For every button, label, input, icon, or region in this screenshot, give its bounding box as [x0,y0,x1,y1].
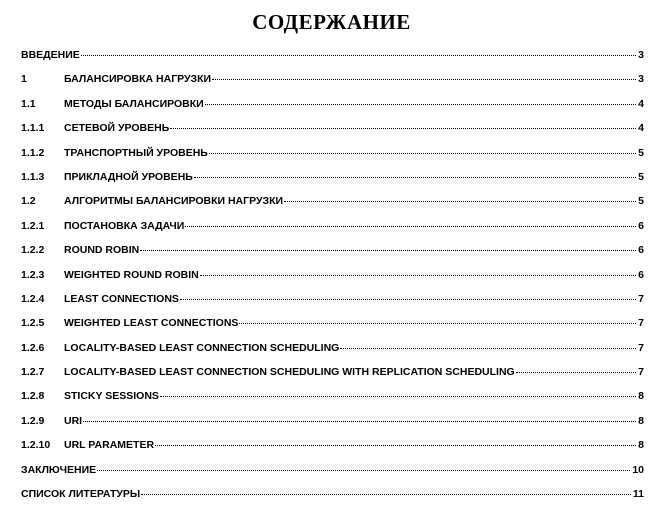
toc-entry-title: СПИСОК ЛИТЕРАТУРЫ [21,488,141,501]
toc-dot-leader [340,348,636,349]
toc-entry[interactable] [21,311,644,335]
toc-entry-number: 1.2.1 [21,219,45,232]
toc-entry-number: 1.2.3 [21,268,45,281]
toc-entry-page-number: 6 [638,268,644,281]
toc-entry-number: 1.1.3 [21,170,45,183]
toc-entry-page-number: 6 [638,244,644,257]
toc-entry-number: 1.2.6 [21,341,45,354]
toc-entry-title: ЗАКЛЮЧЕНИЕ [21,463,97,476]
toc-entry-title: БАЛАНСИРОВКА НАГРУЗКИ [64,73,212,86]
toc-entry-title: АЛГОРИТМЫ БАЛАНСИРОВКИ НАГРУЗКИ [64,195,284,208]
toc-entry[interactable] [21,43,644,67]
toc-dot-leader [194,177,636,178]
toc-entry[interactable] [21,287,644,311]
toc-entry-title: WEIGHTED LEAST CONNECTIONS [64,317,239,330]
table-of-contents [21,43,644,506]
toc-entry-number: 1.1 [21,97,36,110]
toc-dot-leader [97,470,630,471]
toc-entry-title: МЕТОДЫ БАЛАНСИРОВКИ [64,97,204,110]
toc-entry[interactable] [21,189,644,213]
toc-entry-page-number: 3 [638,73,644,86]
toc-entry-page-number: 11 [632,488,644,501]
toc-entry[interactable] [21,360,644,384]
toc-entry-page-number: 8 [638,439,644,452]
toc-entry-number: 1.2 [21,195,36,208]
toc-entry-number: 1.2.9 [21,414,45,427]
toc-entry-title: ПОСТАНОВКА ЗАДАЧИ [64,219,185,232]
toc-entry[interactable] [21,141,644,165]
toc-entry-number: 1.2.8 [21,390,45,403]
toc-entry[interactable] [21,67,644,91]
toc-entry[interactable] [21,263,644,287]
toc-entry-page-number: 3 [638,49,644,61]
toc-dot-leader [170,128,636,129]
toc-entry-number: 1.2.10 [21,439,51,452]
toc-dot-leader [180,299,636,300]
toc-entry[interactable] [21,384,644,408]
toc-entry-title: URI [64,414,83,427]
toc-entry-number: 1.2.7 [21,366,45,379]
toc-dot-leader [209,153,636,154]
toc-entry-title: ТРАНСПОРТНЫЙ УРОВЕНЬ [64,146,208,159]
toc-entry[interactable] [21,409,644,433]
toc-dot-leader [212,79,636,80]
toc-entry-title: ПРИКЛАДНОЙ УРОВЕНЬ [64,170,193,183]
toc-dot-leader [141,494,631,495]
toc-dot-leader [83,421,636,422]
toc-entry-page-number: 6 [638,219,644,232]
toc-entry-title: LEAST CONNECTIONS [64,292,179,305]
toc-entry-page-number: 7 [638,292,644,305]
toc-dot-leader [284,201,636,202]
toc-entry-number: 1.1.1 [21,122,45,135]
toc-entry-number: 1.2.2 [21,244,45,257]
toc-entry-page-number: 5 [638,170,644,183]
toc-entry-page-number: 10 [632,463,644,476]
toc-entry-number: 1 [21,73,27,86]
toc-entry-page-number: 4 [638,97,644,110]
toc-entry-number: 1.2.5 [21,317,45,330]
toc-dot-leader [185,226,636,227]
toc-entry-page-number: 7 [638,341,644,354]
toc-dot-leader [155,445,636,446]
toc-entry[interactable] [21,214,644,238]
toc-entry-title: WEIGHTED ROUND ROBIN [64,268,199,281]
toc-dot-leader [239,323,636,324]
toc-dot-leader [200,275,636,276]
toc-dot-leader [81,55,636,56]
toc-entry-title: СЕТЕВОЙ УРОВЕНЬ [64,122,170,135]
toc-entry[interactable] [21,336,644,360]
toc-entry[interactable] [21,433,644,457]
toc-entry-number: 1.1.2 [21,146,45,159]
toc-entry-page-number: 8 [638,390,644,403]
toc-dot-leader [160,396,636,397]
page-title: СОДЕРЖАНИЕ [252,10,411,34]
toc-entry[interactable] [21,92,644,116]
toc-entry[interactable] [21,482,644,506]
toc-entry-title: STICKY SESSIONS [64,390,159,403]
toc-entry-number: 1.2.4 [21,292,45,305]
toc-entry-page-number: 4 [638,122,644,135]
toc-entry[interactable] [21,116,644,140]
toc-entry-title: LOCALITY-BASED LEAST CONNECTION SCHEDULING [64,341,340,354]
toc-entry[interactable] [21,458,644,482]
toc-entry-page-number: 5 [638,195,644,208]
toc-entry-title: ROUND ROBIN [64,244,140,257]
toc-entry-page-number: 7 [638,317,644,330]
toc-entry-page-number: 8 [638,414,644,427]
toc-entry[interactable] [21,238,644,262]
toc-entry[interactable] [21,165,644,189]
toc-entry-title: ВВЕДЕНИЕ [21,49,80,61]
toc-dot-leader [205,104,636,105]
toc-entry-page-number: 7 [638,366,644,379]
toc-dot-leader [140,250,636,251]
toc-dot-leader [516,372,636,373]
toc-entry-title: LOCALITY-BASED LEAST CONNECTION SCHEDULING WITH REPLICATION SCHEDULING [64,366,515,379]
toc-entry-title: URL PARAMETER [64,439,155,452]
toc-entry-page-number: 5 [638,146,644,159]
